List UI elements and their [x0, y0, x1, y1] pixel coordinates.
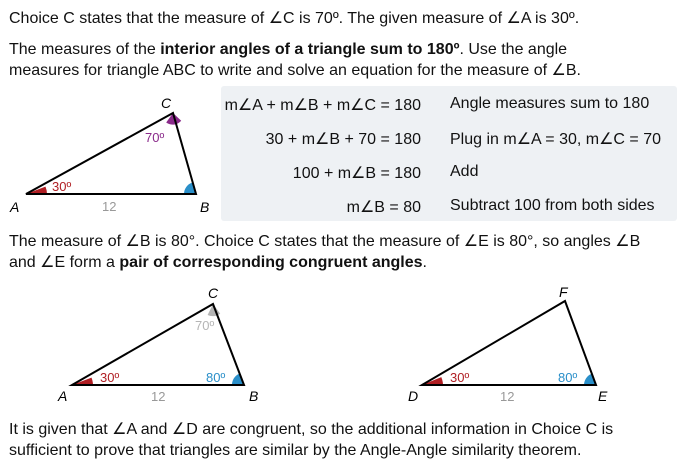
- vertex-a-label: A: [10, 199, 20, 215]
- equation-box: [221, 86, 677, 221]
- vertex-b-label-bottom: B: [249, 388, 259, 404]
- conclusion-text: It is given that ∠A and ∠D are congruent, so the additional information in Choice C is: [9, 421, 614, 438]
- angle-a-value: 30º: [52, 179, 72, 194]
- angle-b-text: The measure of ∠B is 80°. Choice C states that the measure of ∠E is 80°, so angles ∠B: [9, 233, 641, 250]
- equation-1-reason: Angle measures sum to 180: [450, 95, 650, 112]
- side-de-length: 12: [500, 389, 515, 404]
- corresponding-angles-bold: pair of corresponding congruent angles: [119, 254, 423, 271]
- vertex-e-label: E: [598, 388, 608, 404]
- equation-4-left: m∠B = 80: [346, 199, 421, 216]
- angle-e-value: 80º: [558, 370, 578, 385]
- equation-1-left: m∠A + m∠B + m∠C = 180: [224, 97, 421, 114]
- angle-sum-text-line2: measures for triangle ABC to write and solve an equation for the measure of ∠B.: [9, 62, 581, 79]
- angle-c-value-bottom: 70º: [195, 318, 215, 333]
- corresponding-angles-text: [9, 252, 427, 273]
- equation-3-left: 100 + m∠B = 180: [292, 165, 421, 182]
- vertex-c-label-bottom: C: [208, 285, 219, 301]
- angle-a-value-bottom: 30º: [100, 370, 120, 385]
- intro-text: Choice C states that the measure of ∠C is 70º. The given measure of ∠A is 30º.: [9, 10, 580, 27]
- angle-sum-text-post: . Use the angle: [459, 41, 568, 58]
- corresponding-angles-pre: and ∠E form a: [9, 254, 120, 271]
- equation-2-reason: Plug in m∠A = 30, m∠C = 70: [450, 131, 662, 148]
- triangle-abc-figure: [0, 90, 220, 220]
- equation-3-reason: Add: [450, 163, 479, 180]
- triangle-def-figure: [398, 282, 628, 407]
- angle-sum-text-pre: The measures of the: [9, 41, 161, 58]
- corresponding-angles-post: .: [422, 254, 427, 271]
- equation-2-left: 30 + m∠B + 70 = 180: [265, 131, 421, 148]
- triangle-abc-bottom-figure: [50, 282, 280, 407]
- vertex-b-label: B: [200, 199, 210, 215]
- side-ab-length-bottom: 12: [151, 389, 166, 404]
- side-ab-length: 12: [102, 199, 117, 214]
- vertex-a-label-bottom: A: [58, 388, 68, 404]
- angle-c-value: 70º: [145, 130, 165, 145]
- angle-b-value-bottom: 80º: [206, 370, 226, 385]
- vertex-d-label: D: [408, 388, 419, 404]
- conclusion-text-line2: sufficient to prove that triangles are similar by the Angle-Angle similarity theorem.: [9, 442, 582, 459]
- angle-d-value: 30º: [450, 370, 470, 385]
- angle-sum-text-bold: interior angles of a triangle sum to 180º: [160, 41, 460, 58]
- angle-sum-text: [9, 39, 567, 60]
- vertex-f-label: F: [559, 284, 568, 300]
- equation-4-reason: Subtract 100 from both sides: [450, 197, 655, 214]
- vertex-c-label: C: [161, 95, 172, 111]
